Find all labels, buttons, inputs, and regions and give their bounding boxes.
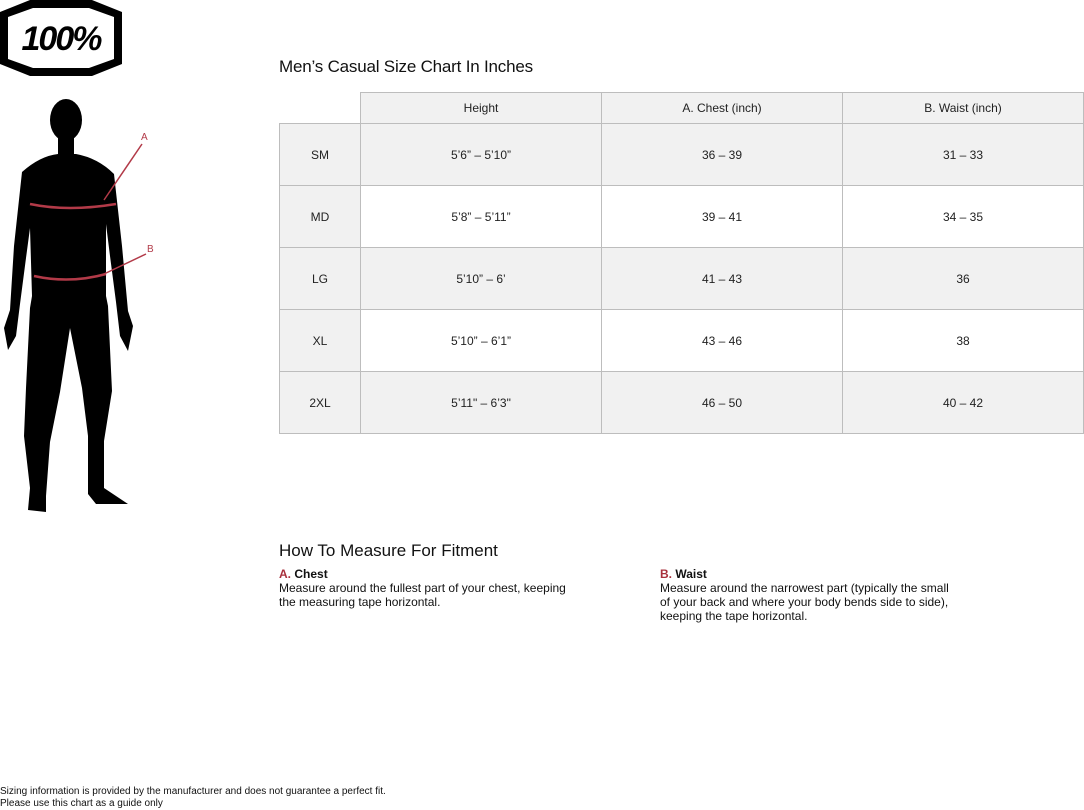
waist-letter: B. [660, 567, 672, 581]
chest-cell: 36 – 39 [602, 124, 843, 186]
chest-heading: Chest [294, 567, 328, 581]
measure-section-title: How To Measure For Fitment [279, 541, 498, 560]
waist-description: Measure around the narrowest part (typically the small of your back and where your body bends side to side), keeping the tape horizontal. [660, 581, 949, 623]
disclaimer-line-1: Sizing information is provided by the manufacturer and does not guarantee a perfect fit. [0, 786, 386, 797]
waist-cell: 34 – 35 [843, 186, 1084, 248]
header-height: Height [361, 93, 602, 124]
height-cell: 5’6” – 5’10” [361, 124, 602, 186]
height-cell: 5’10” – 6’ [361, 248, 602, 310]
waist-cell: 31 – 33 [843, 124, 1084, 186]
height-cell: 5’11" – 6’3" [361, 372, 602, 434]
chest-cell: 46 – 50 [602, 372, 843, 434]
chest-cell: 41 – 43 [602, 248, 843, 310]
height-cell: 5’10” – 6’1” [361, 310, 602, 372]
table-row [280, 124, 1084, 186]
size-cell: MD [280, 186, 361, 248]
size-cell: XL [280, 310, 361, 372]
table-row [280, 310, 1084, 372]
header-chest: A. Chest (inch) [602, 93, 843, 124]
size-chart-title: Men’s Casual Size Chart In Inches [279, 57, 533, 76]
body-silhouette-diagram [0, 96, 170, 516]
disclaimer-line-2: Please use this chart as a guide only [0, 798, 163, 809]
waist-cell: 40 – 42 [843, 372, 1084, 434]
marker-a-label: A [141, 132, 148, 143]
silhouette [4, 99, 133, 512]
size-cell: 2XL [280, 372, 361, 434]
table-row [280, 186, 1084, 248]
brand-logo [0, 0, 122, 76]
size-cell: LG [280, 248, 361, 310]
waist-heading: Waist [675, 567, 707, 581]
chest-letter: A. [279, 567, 291, 581]
chest-cell: 43 – 46 [602, 310, 843, 372]
chest-description: Measure around the fullest part of your chest, keeping the measuring tape horizontal. [279, 581, 566, 609]
chest-cell: 39 – 41 [602, 186, 843, 248]
header-waist: B. Waist (inch) [843, 93, 1084, 124]
marker-b-label: B [147, 244, 154, 255]
chest-instructions [279, 567, 579, 609]
header-empty-cell [280, 93, 361, 124]
size-cell: SM [280, 124, 361, 186]
table-header-row [280, 93, 1084, 124]
disclaimer [0, 786, 386, 810]
table-row [280, 248, 1084, 310]
waist-instructions [660, 567, 960, 623]
logo-text: 100% [21, 20, 101, 58]
size-chart-table [279, 92, 1084, 434]
waist-cell: 38 [843, 310, 1084, 372]
waist-cell: 36 [843, 248, 1084, 310]
height-cell: 5’8” – 5’11” [361, 186, 602, 248]
table-row [280, 372, 1084, 434]
